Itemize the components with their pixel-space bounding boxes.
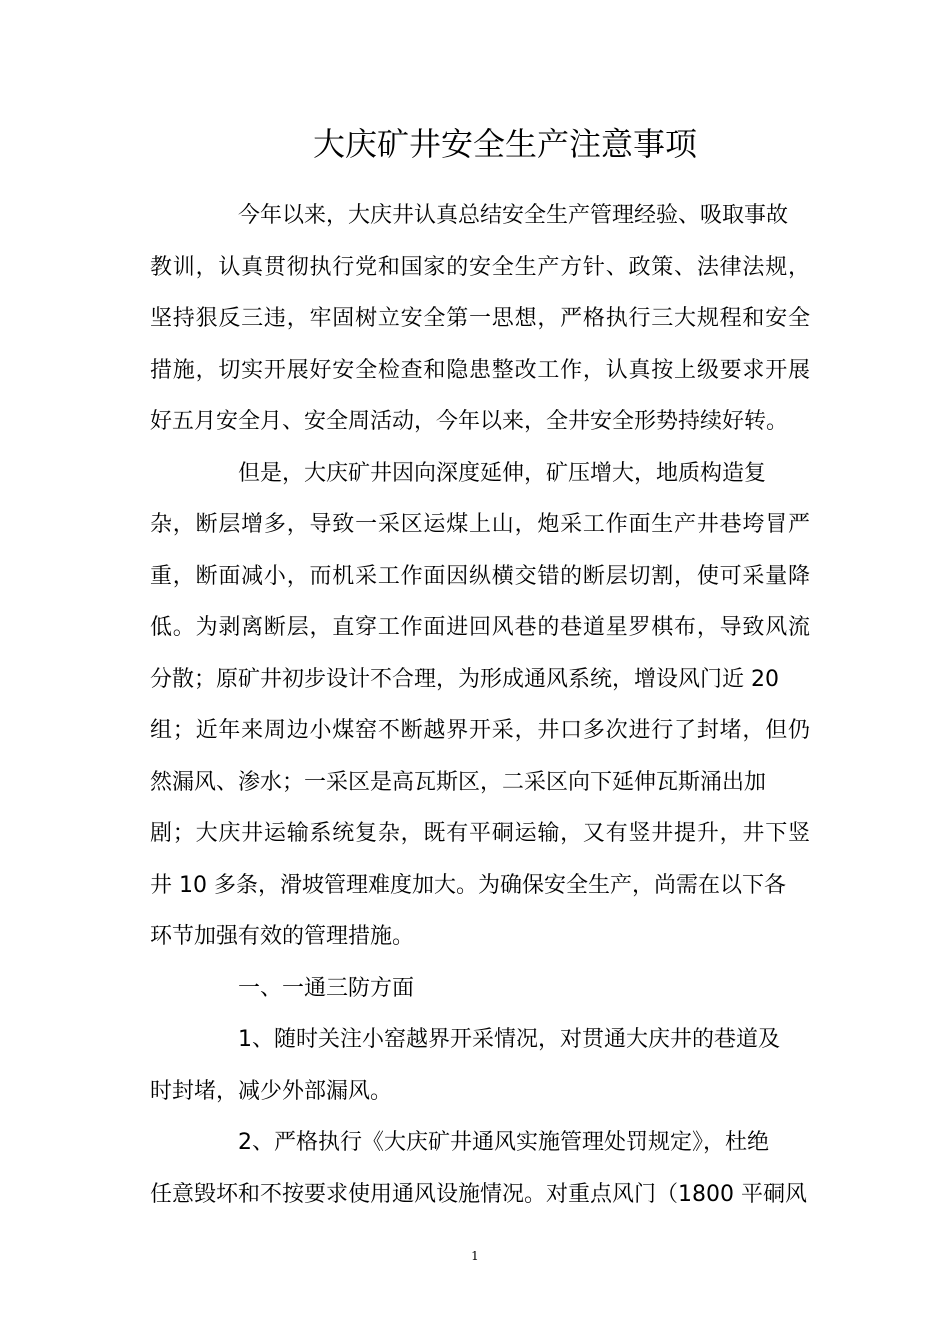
paragraph-1-line-3: 坚持狠反三违，牢固树立安全第一思想，严格执行三大规程和安全 xyxy=(150,306,810,331)
paragraph-2-line-10: 环节加强有效的管理措施。 xyxy=(150,924,415,949)
document-title: 大庆矿井安全生产注意事项 xyxy=(312,125,697,163)
paragraph-2-line-2: 杂，断层增多，导致一采区运煤上山，炮采工作面生产井巷垮冒严 xyxy=(150,512,810,537)
document-body xyxy=(150,190,810,1220)
paragraph-2-line-8: 剧；大庆井运输系统复杂，既有平硐运输，又有竖井提升，井下竖 xyxy=(150,821,810,846)
paragraph-2-line-9: 井 10 多条，滑坡管理难度加大。为确保安全生产，尚需在以下各 xyxy=(150,872,786,898)
paragraph-2-line-1: 但是，大庆矿井因向深度延伸，矿压增大，地质构造复 xyxy=(238,460,767,486)
paragraph-2-line-4: 低。为剥离断层，直穿工作面进回风巷的巷道星罗棋布，导致风流 xyxy=(150,615,810,640)
paragraph-2-line-6: 组；近年来周边小煤窑不断越界开采，井口多次进行了封堵，但仍 xyxy=(150,718,810,743)
section-heading-1: 一、一通三防方面 xyxy=(238,975,415,1001)
item-1-line-2: 时封堵，减少外部漏风。 xyxy=(150,1078,393,1104)
item-1-line-1: 1、随时关注小窑越界开采情况，对贯通大庆井的巷道及 xyxy=(238,1027,780,1052)
paragraph-2-line-7: 然漏风、渗水；一采区是高瓦斯区，二采区向下延伸瓦斯涌出加 xyxy=(150,769,767,795)
item-2-line-1: 2、严格执行《大庆矿井通风实施管理处罚规定》，杜绝 xyxy=(238,1130,769,1155)
paragraph-1-line-1: 今年以来，大庆井认真总结安全生产管理经验、吸取事故 xyxy=(238,203,789,228)
paragraph-2-line-5: 分散；原矿井初步设计不合理，为形成通风系统，增设风门近 20 xyxy=(150,666,779,692)
paragraph-1-line-5: 好五月安全月、安全周活动，今年以来，全井安全形势持续好转。 xyxy=(150,409,789,434)
item-2-line-2: 任意毁坏和不按要求使用通风设施情况。对重点风门（1800 平硐风 xyxy=(150,1181,807,1207)
page-number: 1 xyxy=(471,1249,479,1263)
paragraph-2-line-3: 重，断面减小，而机采工作面因纵横交错的断层切割，使可采量降 xyxy=(150,563,810,589)
paragraph-1-line-4: 措施，切实开展好安全检查和隐患整改工作，认真按上级要求开展 xyxy=(150,357,810,383)
paragraph-1-line-2: 教训，认真贯彻执行党和国家的安全生产方针、政策、法律法规， xyxy=(150,254,810,280)
